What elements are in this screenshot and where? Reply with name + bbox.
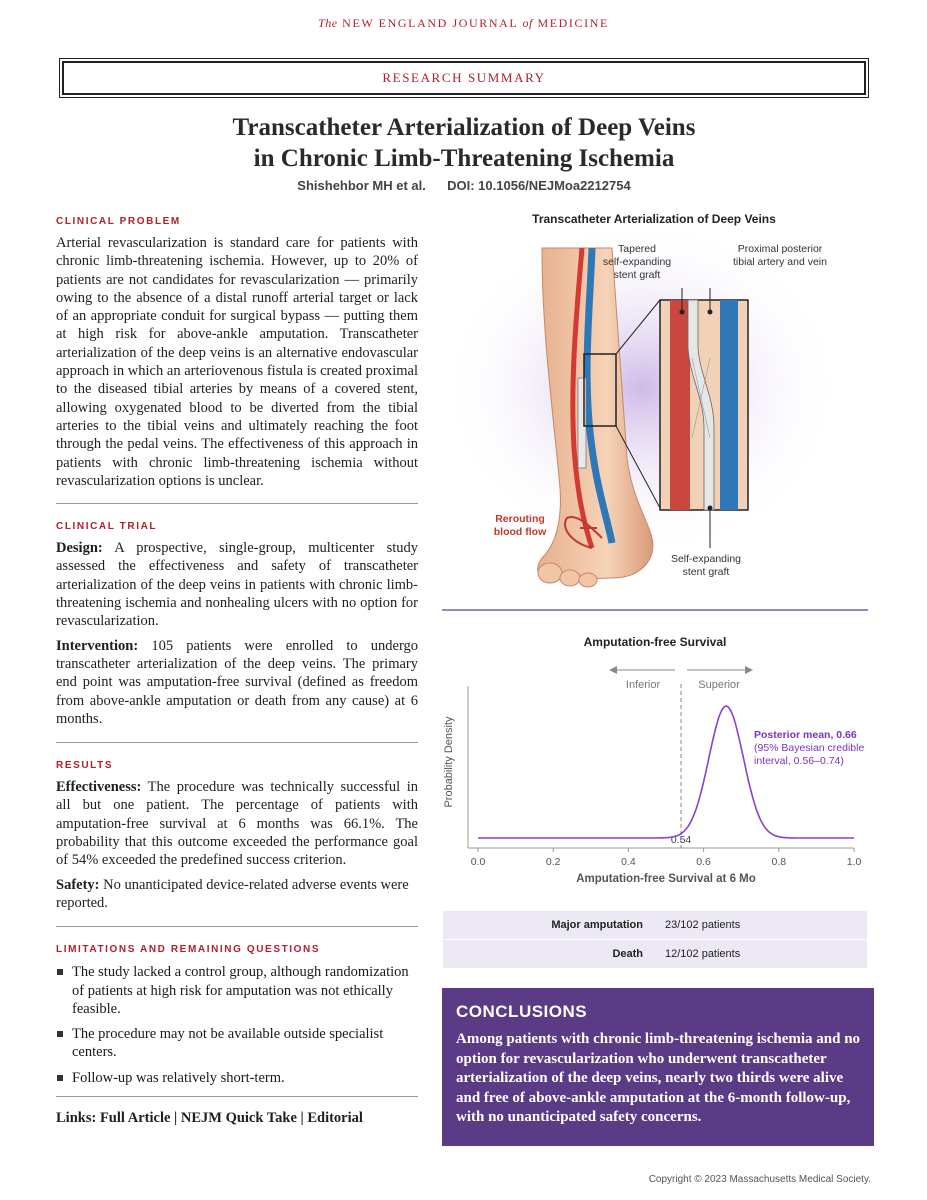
- safety-paragraph: Safety: No unanticipated device-related adverse events were reported.: [56, 876, 409, 911]
- superior-arrow-head: [745, 666, 753, 674]
- table-row: Major amputation 23/102 patients: [443, 911, 867, 939]
- divider: [56, 1096, 418, 1097]
- credible-interval-annotation: (95% Bayesian credible interval, 0.56–0.74): [754, 742, 865, 767]
- conclusions-heading: CONCLUSIONS: [456, 1002, 588, 1021]
- left-column: [56, 216, 418, 1127]
- list-item: The study lacked a control group, although randomization of patients at high risk for amputation was not ethically feasible.: [56, 963, 418, 1018]
- amputation-free-survival-chart: [440, 660, 870, 894]
- callout-self-expanding: Self-expanding stent graft: [670, 553, 742, 578]
- limitations-list: [56, 963, 418, 1087]
- x-tick-label: 0.4: [621, 856, 636, 868]
- callout-tapered-stent: Tapered self-expanding stent graft: [602, 243, 672, 281]
- divider: [56, 742, 418, 743]
- inferior-label: Inferior: [625, 679, 661, 691]
- inset-vein: [720, 300, 738, 510]
- page-title: Transcatheter Arterialization of Deep Veins in Chronic Limb-Threatening Ischemia: [232, 114, 696, 172]
- table-row: Death 12/102 patients: [443, 940, 867, 968]
- divider: [56, 926, 418, 927]
- x-tick-label: 0.8: [771, 856, 787, 868]
- clinical-problem-text: Arterial revascularization is standard care for patients with chronic limb-threatening ischemia. However, up to 20% of patients are not candidates for revascularization — primarily owing to the absence of a distal runoff arterial target or lack of an appropriate conduit for surgical bypass — putting them at high risk for above-ankle amputation. Transcatheter arterialization of the deep veins is an alternative endovascular approach in which an arteriovenous fistula is created proximal to the diseased tibial arteries by means of a covered stent, allowing oxygenated blood to be diverted from the tibial arteries to the tibial veins and ultimately reaching the foot through the pedal veins. The effectiveness of this approach in patients with chronic limb-threatening ischemia without revascularization options is unclear.: [56, 235, 418, 489]
- x-tick-label: 0.0: [470, 856, 486, 868]
- x-tick-label: 0.6: [696, 856, 711, 868]
- conclusions-text: Among patients with chronic limb-threatening ischemia and no option for revascularization who underwent transcatheter arterialization of the deep veins, nearly two thirds were alive and free of above-ankle amputation at the 6-month follow-up, with no unanticipated safety concerns.: [456, 1031, 861, 1125]
- links-row: Links: Full Article | NEJM Quick Take | Editorial: [56, 1109, 363, 1126]
- design-paragraph: Design: A prospective, single-group, multicenter study assessed the effectiveness and safety of transcatheter arterialization of the deep veins in patients with chronic limb-threatening ischemia and nonhealing ulcers with no option for revascularization.: [56, 540, 418, 630]
- list-item: Follow-up was relatively short-term.: [56, 1069, 418, 1087]
- stent-in-leg: [578, 378, 586, 468]
- link-editorial[interactable]: Editorial: [307, 1109, 363, 1126]
- y-axis-label: Probability Density: [443, 716, 455, 808]
- link-full-article[interactable]: Full Article: [99, 1109, 171, 1126]
- x-ticks: [471, 848, 862, 868]
- byline: Shishehbor MH et al. DOI: 10.1056/NEJMoa2212754: [297, 178, 631, 193]
- x-axis-label: Amputation-free Survival at 6 Mo: [576, 873, 756, 885]
- copyright: Copyright © 2023 Massachusetts Medical Society.: [648, 1174, 871, 1185]
- chart-title: Amputation-free Survival: [583, 635, 727, 649]
- posterior-curve: [478, 706, 854, 838]
- inset-artery: [670, 300, 690, 510]
- divider: [442, 609, 868, 611]
- callout-rerouting: Rerouting blood flow: [493, 513, 547, 538]
- posterior-mean-annotation: Posterior mean, 0.66: [754, 729, 857, 741]
- toe: [560, 570, 580, 586]
- limitations-heading: LIMITATIONS AND REMAINING QUESTIONS: [56, 944, 321, 956]
- effectiveness-paragraph: Effectiveness: The procedure was technically successful in all but one patient. The percentage of patients with amputation-free survival at 6 months was 66.1%. The probability that this outcome exceeded the performance goal of 54% exceeded the predefined success criterion.: [56, 779, 418, 869]
- divider: [56, 503, 418, 504]
- clinical-problem-heading: CLINICAL PROBLEM: [56, 216, 181, 227]
- inferior-arrow-head: [609, 666, 617, 674]
- toe: [579, 573, 597, 587]
- link-quick-take[interactable]: NEJM Quick Take: [180, 1109, 297, 1126]
- conclusions-box: [442, 988, 874, 1146]
- callout-proximal-vessels: Proximal posterior tibial artery and vein: [733, 243, 827, 268]
- list-item: The procedure may not be available outside specialist centers.: [56, 1025, 418, 1062]
- results-heading: RESULTS: [56, 760, 114, 772]
- leg-illustration: [442, 228, 872, 600]
- x-tick-label: 0.2: [545, 856, 561, 868]
- clinical-trial-heading: CLINICAL TRIAL: [56, 521, 158, 533]
- illustration-title: Transcatheter Arterialization of Deep Veins: [532, 212, 776, 226]
- intervention-paragraph: Intervention: 105 patients were enrolled to undergo transcatheter arterialization of the deep veins. The primary end point was amputation-free survival (defined as freedom from above-ankle amputation or death from any cause) at 6 months.: [56, 637, 419, 727]
- x-tick-label: 1.0: [846, 856, 862, 868]
- doi-link[interactable]: DOI: 10.1056/NEJMoa2212754: [447, 178, 631, 193]
- journal-masthead: The NEW ENGLAND JOURNAL of MEDICINE: [318, 16, 609, 30]
- research-summary-banner: [59, 58, 869, 98]
- toe: [538, 563, 562, 583]
- banner-label: RESEARCH SUMMARY: [382, 70, 546, 85]
- superior-label: Superior: [698, 679, 740, 691]
- threshold-label: 0.54: [670, 834, 692, 846]
